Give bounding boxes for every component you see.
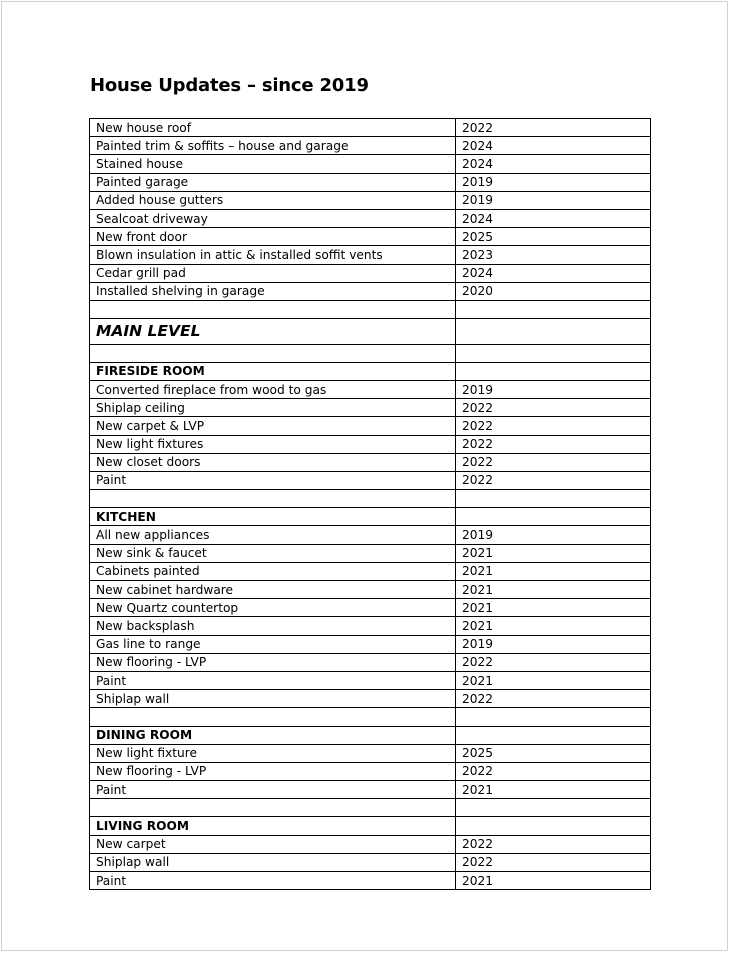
year-cell: 2019 <box>456 526 651 544</box>
item-cell: Shiplap wall <box>90 853 456 871</box>
year-cell: 2022 <box>456 453 651 471</box>
updates-table <box>89 118 651 890</box>
table-row <box>90 544 651 562</box>
year-cell: 2022 <box>456 399 651 417</box>
table-row <box>90 690 651 708</box>
item-cell <box>90 344 456 362</box>
year-cell: 2024 <box>456 264 651 282</box>
item-cell: New light fixtures <box>90 435 456 453</box>
section-heading-row <box>90 726 651 744</box>
item-cell <box>90 708 456 726</box>
blank-row <box>90 344 651 362</box>
item-cell <box>90 490 456 508</box>
item-cell: Paint <box>90 781 456 799</box>
document-title: House Updates – since 2019 <box>90 75 369 96</box>
year-cell: 2022 <box>456 471 651 489</box>
year-cell <box>456 508 651 526</box>
table-row <box>90 209 651 227</box>
item-cell: New backsplash <box>90 617 456 635</box>
item-cell: Stained house <box>90 155 456 173</box>
level-heading-row <box>90 319 651 345</box>
section-heading-row <box>90 362 651 380</box>
year-cell: 2025 <box>456 744 651 762</box>
table-row <box>90 119 651 137</box>
table-row <box>90 399 651 417</box>
table-row <box>90 282 651 300</box>
year-cell <box>456 726 651 744</box>
year-cell: 2022 <box>456 435 651 453</box>
item-cell: New cabinet hardware <box>90 581 456 599</box>
item-cell: Painted trim & soffits – house and garage <box>90 137 456 155</box>
item-cell: Shiplap ceiling <box>90 399 456 417</box>
blank-row <box>90 708 651 726</box>
year-cell <box>456 490 651 508</box>
year-cell: 2024 <box>456 155 651 173</box>
item-cell: Sealcoat driveway <box>90 209 456 227</box>
year-cell: 2021 <box>456 562 651 580</box>
table-row <box>90 471 651 489</box>
table-row <box>90 599 651 617</box>
level-heading-cell: MAIN LEVEL <box>90 319 456 345</box>
year-cell <box>456 799 651 817</box>
year-cell <box>456 319 651 345</box>
year-cell: 2024 <box>456 209 651 227</box>
table-row <box>90 872 651 890</box>
table-row <box>90 617 651 635</box>
year-cell: 2022 <box>456 853 651 871</box>
table-row <box>90 137 651 155</box>
year-cell: 2022 <box>456 119 651 137</box>
item-cell: Paint <box>90 872 456 890</box>
year-cell: 2019 <box>456 191 651 209</box>
item-cell: Painted garage <box>90 173 456 191</box>
item-cell: Gas line to range <box>90 635 456 653</box>
year-cell <box>456 708 651 726</box>
year-cell <box>456 362 651 380</box>
year-cell: 2021 <box>456 872 651 890</box>
section-heading-row <box>90 508 651 526</box>
table-row <box>90 228 651 246</box>
year-cell: 2021 <box>456 781 651 799</box>
table-row <box>90 671 651 689</box>
item-cell: New Quartz countertop <box>90 599 456 617</box>
year-cell: 2025 <box>456 228 651 246</box>
document-page <box>1 1 728 951</box>
year-cell <box>456 300 651 318</box>
year-cell: 2019 <box>456 173 651 191</box>
table-row <box>90 835 651 853</box>
year-cell: 2021 <box>456 671 651 689</box>
table-row <box>90 653 651 671</box>
item-cell: Added house gutters <box>90 191 456 209</box>
section-heading-cell: KITCHEN <box>90 508 456 526</box>
table-row <box>90 155 651 173</box>
item-cell: New closet doors <box>90 453 456 471</box>
item-cell <box>90 799 456 817</box>
item-cell: All new appliances <box>90 526 456 544</box>
table-row <box>90 635 651 653</box>
section-heading-cell: DINING ROOM <box>90 726 456 744</box>
year-cell: 2022 <box>456 762 651 780</box>
item-cell: New carpet & LVP <box>90 417 456 435</box>
item-cell: New flooring - LVP <box>90 762 456 780</box>
table-row <box>90 453 651 471</box>
item-cell <box>90 300 456 318</box>
table-row <box>90 744 651 762</box>
table-row <box>90 562 651 580</box>
year-cell: 2021 <box>456 544 651 562</box>
table-row <box>90 435 651 453</box>
table-row <box>90 246 651 264</box>
table-row <box>90 417 651 435</box>
updates-table-body <box>90 119 651 890</box>
item-cell: New flooring - LVP <box>90 653 456 671</box>
year-cell <box>456 344 651 362</box>
year-cell: 2022 <box>456 690 651 708</box>
year-cell: 2021 <box>456 617 651 635</box>
table-row <box>90 581 651 599</box>
year-cell: 2024 <box>456 137 651 155</box>
table-row <box>90 264 651 282</box>
section-heading-cell: LIVING ROOM <box>90 817 456 835</box>
year-cell: 2022 <box>456 417 651 435</box>
item-cell: Blown insulation in attic & installed soffit vents <box>90 246 456 264</box>
year-cell: 2021 <box>456 581 651 599</box>
table-row <box>90 762 651 780</box>
item-cell: New carpet <box>90 835 456 853</box>
item-cell: Installed shelving in garage <box>90 282 456 300</box>
blank-row <box>90 799 651 817</box>
item-cell: Converted fireplace from wood to gas <box>90 380 456 398</box>
year-cell: 2020 <box>456 282 651 300</box>
year-cell: 2019 <box>456 380 651 398</box>
item-cell: Paint <box>90 671 456 689</box>
year-cell <box>456 817 651 835</box>
year-cell: 2022 <box>456 653 651 671</box>
table-row <box>90 380 651 398</box>
table-row <box>90 173 651 191</box>
year-cell: 2022 <box>456 835 651 853</box>
blank-row <box>90 490 651 508</box>
item-cell: Shiplap wall <box>90 690 456 708</box>
blank-row <box>90 300 651 318</box>
item-cell: New light fixture <box>90 744 456 762</box>
item-cell: New sink & faucet <box>90 544 456 562</box>
item-cell: New front door <box>90 228 456 246</box>
year-cell: 2021 <box>456 599 651 617</box>
table-row <box>90 526 651 544</box>
table-row <box>90 191 651 209</box>
item-cell: Paint <box>90 471 456 489</box>
item-cell: Cedar grill pad <box>90 264 456 282</box>
item-cell: Cabinets painted <box>90 562 456 580</box>
table-row <box>90 781 651 799</box>
section-heading-cell: FIRESIDE ROOM <box>90 362 456 380</box>
item-cell: New house roof <box>90 119 456 137</box>
year-cell: 2023 <box>456 246 651 264</box>
year-cell: 2019 <box>456 635 651 653</box>
section-heading-row <box>90 817 651 835</box>
table-row <box>90 853 651 871</box>
